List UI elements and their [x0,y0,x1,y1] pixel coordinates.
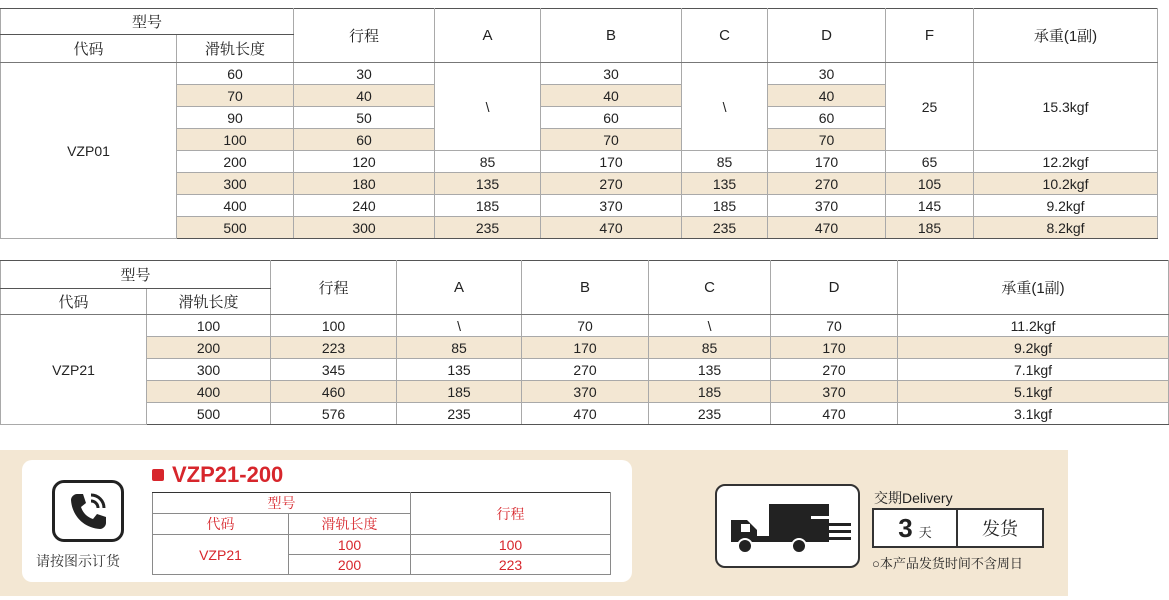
f-merged-cell: 25 [886,63,974,151]
delivery-ship-label: 发货 [982,519,1018,539]
header-load: 承重(1副) [974,9,1158,63]
d-cell: 370 [771,381,898,403]
load-cell: 3.1kgf [898,403,1169,425]
spec-table-vzp21 [0,260,1169,425]
table-row [1,381,1169,403]
table-row [153,535,611,555]
load-cell: 5.1kgf [898,381,1169,403]
b-cell: 470 [522,403,649,425]
b-cell: 40 [541,85,682,107]
a-cell: 135 [435,173,541,195]
bullet-square-icon [152,469,164,481]
header-model: 型号 [1,9,294,35]
delivery-note: ○本产品发货时间不含周日 [872,556,1023,571]
stroke-cell: 460 [271,381,397,403]
stroke-cell: 345 [271,359,397,381]
stroke-cell: 60 [294,129,435,151]
model-code: VZP01 [1,63,177,239]
b-cell: 60 [541,107,682,129]
load-cell: 8.2kgf [974,217,1158,239]
b-cell: 170 [541,151,682,173]
order-code: VZP21 [153,535,289,575]
d-cell: 60 [768,107,886,129]
c-cell: 185 [682,195,768,217]
d-cell: 170 [768,151,886,173]
stroke-cell: 100 [271,315,397,337]
d-cell: 170 [771,337,898,359]
a-cell: 185 [397,381,522,403]
a-cell: 235 [397,403,522,425]
load-cell: 7.1kgf [898,359,1169,381]
rail-length-cell: 400 [177,195,294,217]
header-code: 代码 [1,35,177,63]
c-cell: 135 [682,173,768,195]
b-cell: 370 [522,381,649,403]
b-cell: 70 [541,129,682,151]
stroke-cell: 50 [294,107,435,129]
stroke-cell: 180 [294,173,435,195]
b-cell: 70 [522,315,649,337]
d-cell: 70 [771,315,898,337]
a-cell: \ [397,315,522,337]
order-rail-length-cell: 100 [289,535,411,555]
d-cell: 470 [771,403,898,425]
a-cell: 235 [435,217,541,239]
f-cell: 105 [886,173,974,195]
rail-length-cell: 400 [147,381,271,403]
rail-length-cell: 500 [177,217,294,239]
order-example-card [22,460,632,582]
table-row [1,315,1169,337]
b-cell: 170 [522,337,649,359]
order-header-model: 型号 [153,493,411,514]
rail-length-cell: 200 [177,151,294,173]
load-cell: 9.2kgf [898,337,1169,359]
header-d: D [768,9,886,63]
delivery-days-unit: 天 [918,525,932,540]
stroke-cell: 240 [294,195,435,217]
c-cell: 235 [682,217,768,239]
b-cell: 370 [541,195,682,217]
c-cell: 135 [649,359,771,381]
order-title-text: VZP21-200 [172,462,284,487]
d-cell: 270 [771,359,898,381]
model-code: VZP21 [1,315,147,425]
c-cell: 85 [682,151,768,173]
rail-length-cell: 200 [147,337,271,359]
header-f: F [886,9,974,63]
delivery-label: 交期Delivery [874,490,953,506]
rail-length-cell: 300 [147,359,271,381]
header-c: C [682,9,768,63]
header-model: 型号 [1,261,271,289]
rail-length-cell: 60 [177,63,294,85]
f-cell: 65 [886,151,974,173]
order-example-table [152,492,611,575]
order-rail-length-cell: 200 [289,555,411,575]
delivery-truck-icon [715,484,860,568]
load-cell: 11.2kgf [898,315,1169,337]
d-cell: 70 [768,129,886,151]
order-title [152,462,283,488]
a-cell: 135 [397,359,522,381]
header-stroke: 行程 [294,9,435,63]
header-code: 代码 [1,289,147,315]
header-d: D [771,261,898,315]
order-header-stroke: 行程 [411,493,611,535]
rail-length-cell: 300 [177,173,294,195]
b-cell: 270 [522,359,649,381]
spec-table-vzp01 [0,8,1158,239]
delivery-days [874,510,958,546]
order-header-code: 代码 [153,514,289,535]
stroke-cell: 120 [294,151,435,173]
a-cell: 85 [435,151,541,173]
load-cell: 10.2kgf [974,173,1158,195]
order-panel [0,450,1068,596]
c-cell: 85 [649,337,771,359]
load-merged-cell: 15.3kgf [974,63,1158,151]
load-cell: 12.2kgf [974,151,1158,173]
b-cell: 270 [541,173,682,195]
rail-length-cell: 90 [177,107,294,129]
header-rail-length: 滑轨长度 [147,289,271,315]
d-cell: 30 [768,63,886,85]
header-c: C [649,261,771,315]
delivery-box [872,508,1044,548]
header-load: 承重(1副) [898,261,1169,315]
b-cell: 30 [541,63,682,85]
stroke-cell: 30 [294,63,435,85]
header-b: B [541,9,682,63]
f-cell: 185 [886,217,974,239]
rail-length-cell: 100 [147,315,271,337]
a-cell: 85 [397,337,522,359]
delivery-days-number: 3 [898,513,913,543]
b-cell: 470 [541,217,682,239]
d-cell: 270 [768,173,886,195]
d-cell: 40 [768,85,886,107]
phone-icon [52,480,124,542]
table-row [1,63,1158,85]
c-empty-cell: \ [682,63,768,151]
header-a: A [397,261,522,315]
a-cell: 185 [435,195,541,217]
table-row [1,337,1169,359]
header-rail-length: 滑轨长度 [177,35,294,63]
stroke-cell: 300 [294,217,435,239]
c-cell: 235 [649,403,771,425]
rail-length-cell: 500 [147,403,271,425]
f-cell: 145 [886,195,974,217]
rail-length-cell: 100 [177,129,294,151]
stroke-cell: 576 [271,403,397,425]
header-a: A [435,9,541,63]
a-empty-cell: \ [435,63,541,151]
order-header-rail-length: 滑轨长度 [289,514,411,535]
table-row [1,403,1169,425]
c-cell: 185 [649,381,771,403]
d-cell: 370 [768,195,886,217]
order-stroke-cell: 100 [411,535,611,555]
stroke-cell: 223 [271,337,397,359]
rail-length-cell: 70 [177,85,294,107]
c-cell: \ [649,315,771,337]
table-row [1,359,1169,381]
stroke-cell: 40 [294,85,435,107]
header-b: B [522,261,649,315]
header-stroke: 行程 [271,261,397,315]
order-stroke-cell: 223 [411,555,611,575]
d-cell: 470 [768,217,886,239]
load-cell: 9.2kgf [974,195,1158,217]
order-hint: 请按图示订货 [36,553,120,569]
